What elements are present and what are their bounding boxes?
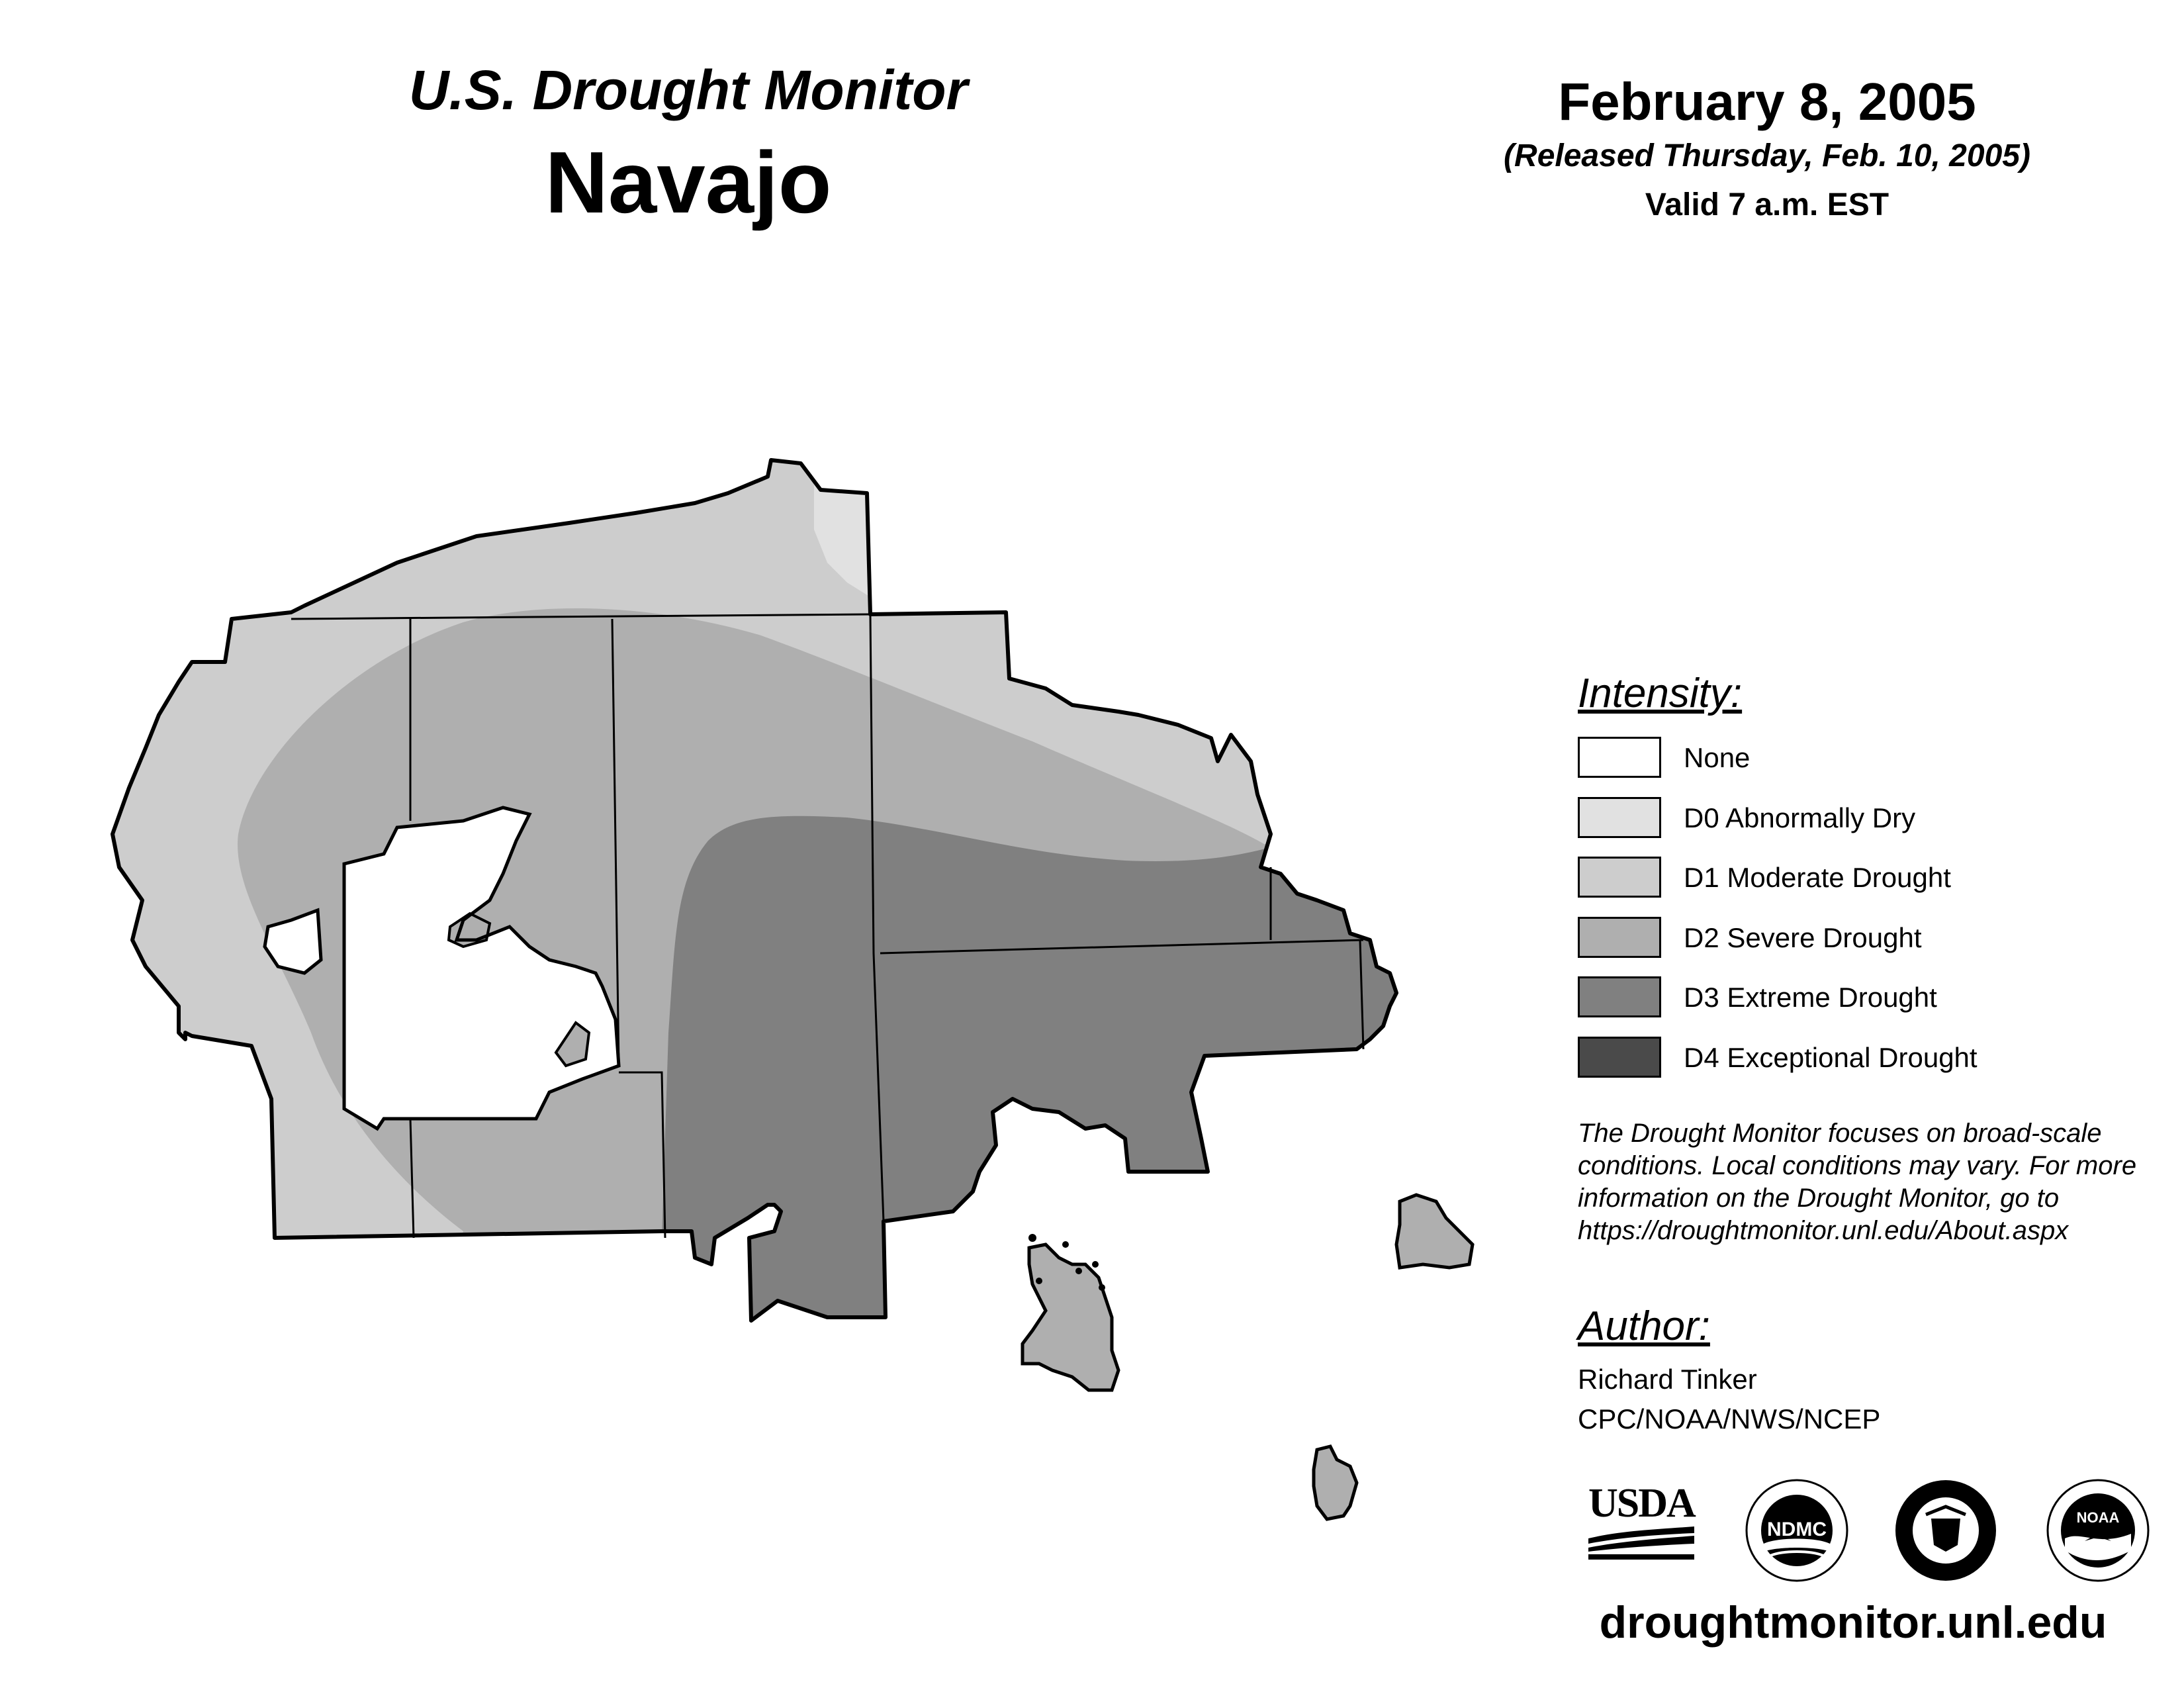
legend-swatch	[1578, 857, 1661, 898]
legend-swatch	[1578, 976, 1661, 1017]
site-url: droughtmonitor.unl.edu	[1599, 1597, 2107, 1648]
valid-time: Valid 7 a.m. EST	[1645, 187, 1889, 222]
ndmc-logo	[1744, 1477, 1850, 1583]
legend-label: D2 Severe Drought	[1684, 922, 1922, 953]
map-title: Navajo	[545, 134, 832, 231]
legend-label: D3 Extreme Drought	[1684, 982, 1937, 1013]
legend-item-none	[1578, 737, 2041, 779]
legend-label: D0 Abnormally Dry	[1684, 802, 1916, 833]
map-date: February 8, 2005	[1558, 72, 1976, 131]
noaa-logo	[2045, 1477, 2151, 1583]
author-name: Richard Tinker	[1578, 1364, 1757, 1395]
noaa-seal-icon	[2045, 1477, 2151, 1583]
legend-swatch	[1578, 737, 1661, 778]
commerce-logo	[1893, 1477, 1999, 1583]
eastern-island	[1396, 1195, 1473, 1268]
usda-swoosh-icon	[1588, 1524, 1694, 1560]
legend-item-d0	[1578, 797, 2041, 839]
author-org: CPC/NOAA/NWS/NCEP	[1578, 1403, 1881, 1434]
legend-item-d1	[1578, 857, 2041, 899]
legend-item-d2	[1578, 917, 2041, 959]
legend-swatch	[1578, 1037, 1661, 1078]
ndmc-logo-text: NDMC	[1767, 1519, 1827, 1540]
legend-label: None	[1684, 742, 1751, 773]
legend-item-d3	[1578, 976, 2041, 1019]
d3-area	[662, 816, 1522, 1523]
legend-swatch	[1578, 797, 1661, 838]
legend-swatch	[1578, 917, 1661, 958]
usda-logo	[1588, 1483, 1701, 1562]
legend-item-d4	[1578, 1037, 2041, 1079]
release-date: (Released Thursday, Feb. 10, 2005)	[1504, 138, 2030, 173]
author-heading: Author:	[1578, 1303, 1710, 1349]
southern-island	[1023, 1244, 1118, 1390]
legend-heading: Intensity:	[1578, 671, 1743, 716]
southeast-island	[1314, 1446, 1357, 1519]
usda-logo-text: USDA	[1588, 1481, 1695, 1526]
legend-label: D4 Exceptional Drought	[1684, 1042, 1978, 1073]
disclaimer-text: The Drought Monitor focuses on broad-scale conditions. Local conditions may vary. For more information on the Drought Monitor, go to https://droughtmonitor.unl.edu/About.aspx	[1578, 1119, 2137, 1245]
commerce-seal-icon	[1893, 1477, 1999, 1583]
noaa-logo-text: NOAA	[2076, 1509, 2120, 1526]
legend-label: D1 Moderate Drought	[1684, 862, 1951, 893]
map-subtitle: U.S. Drought Monitor	[408, 59, 968, 121]
